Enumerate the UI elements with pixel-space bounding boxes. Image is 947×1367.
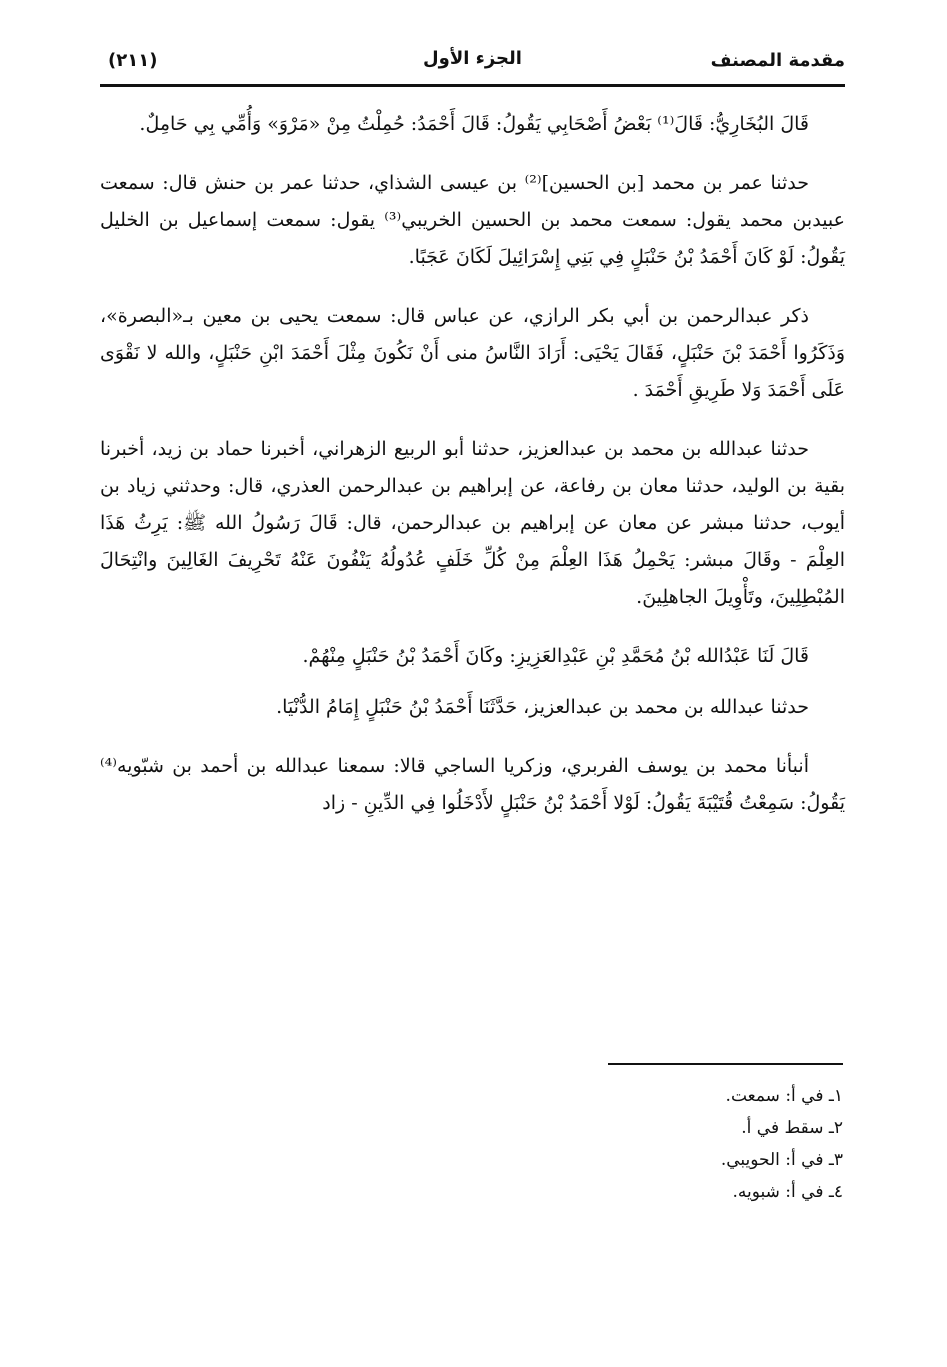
paragraph-bukhari: قَالَ البُخَارِيُّ: قَالَ⁽¹⁾ بَعْضُ أَصْحَابِي يَقُولُ: قَالَ أَحْمَدُ: حُمِلْتُ مِنْ «مَرْوَ» وَأُمِّي بِي حَامِلٌ. [139, 113, 809, 135]
footnote-1: ١ـ في أ: سمعت. [725, 1086, 843, 1106]
paragraph-imam-dunya: حدثنا عبدالله بن محمد بن عبدالعزيز، حَدَّثَنَا أَحْمَدُ بْنُ حَنْبَلٍ إِمَامُ الدُّنْيَا. [276, 696, 809, 718]
paragraph-razi: ذكر عبدالرحمن بن أبي بكر الرازي، عن عباس قال: سمعت يحيى بن معين بـ«البصرة»، وَذَكَرُوا أَحْمَدَ بْنَ حَنْبَلٍ، فَقَالَ يَحْيَى: أَرَادَ النَّاسُ منى أَنْ نَكُونَ مِثْلَ أَحْمَدَ ابْنِ حَنْبَلٍ، والله لا نَقْوَى عَلَى أَحْمَدَ وَلا طَرِيقِ أَحْمَدَ . [100, 305, 845, 401]
paragraph-hadith: حدثنا عبدالله بن محمد بن عبدالعزيز، حدثنا أبو الربيع الزهراني، أخبرنا حماد بن زيد، أخبرنا بقية بن الوليد، حدثنا معان بن رفاعة، عن إبراهيم بن عبدالرحمن العذري، قال: وحدثني زياد بن أيوب، حدثنا مبشر عن معان عن إبراهيم بن عبدالرحمن، قال: قَالَ رَسُولُ الله ﷺ: يَرِثُ هَذَا العِلْمَ - وقَالَ مبشر: يَحْمِلُ هَذَا العِلْمَ مِنْ كُلِّ خَلَفٍ عُدُولُهُ يَنْفُونَ عَنْهُ تَحْرِيفَ الغَالِينَ وانْتِحَالَ المُبْطِلِينَ، وتَأْوِيلَ الجاهلِينَ. [100, 438, 845, 608]
paragraph-qutayba: أنبأنا محمد بن يوسف الفربري، وزكريا الساجي قالا: سمعنا عبدالله بن أحمد بن شبّويه⁽⁴⁾ يَقُولُ: سَمِعْتُ قُتَيْبَةَ يَقُولُ: لَوْلا أَحْمَدُ بْنُ حَنْبَلٍ لأَدْخَلُوا فِي الدِّينِ - زاد [100, 755, 845, 814]
main-text [100, 106, 845, 844]
header-rule [100, 84, 845, 87]
page-number: (٢١١) [108, 50, 158, 71]
section-title: مقدمة المصنف [710, 50, 845, 71]
paragraph-abdullah-quote: قَالَ لَنَا عَبْدُالله بْنُ مُحَمَّدِ بْنِ عَبْدِالعَزِيزِ: وكَانَ أَحْمَدُ بْنُ حَنْبَلٍ مِنْهُمْ. [302, 645, 809, 667]
footnote-rule [608, 1063, 843, 1065]
footnote-3: ٣ـ في أ: الحويبي. [720, 1150, 843, 1170]
footnote-2: ٢ـ سقط في أ. [741, 1118, 843, 1138]
volume-title: الجزء الأول [423, 48, 522, 69]
footnotes [443, 1080, 843, 1208]
footnote-4: ٤ـ في أ: شبويه. [732, 1182, 843, 1202]
page-header [100, 44, 845, 80]
paragraph-shadhai: حدثنا عمر بن محمد [بن الحسين]⁽²⁾ بن عيسى الشذاي، حدثنا عمر بن حنش قال: سمعت عبيدبن محمد يقول: سمعت محمد بن الحسين الخريبي⁽³⁾ يقول: سمعت إسماعيل بن الخليل يَقُولُ: لَوْ كَانَ أَحْمَدُ بْنُ حَنْبَلٍ فِي بَنِي إِسْرَائِيلَ لَكَانَ عَجَبًا. [100, 172, 845, 268]
